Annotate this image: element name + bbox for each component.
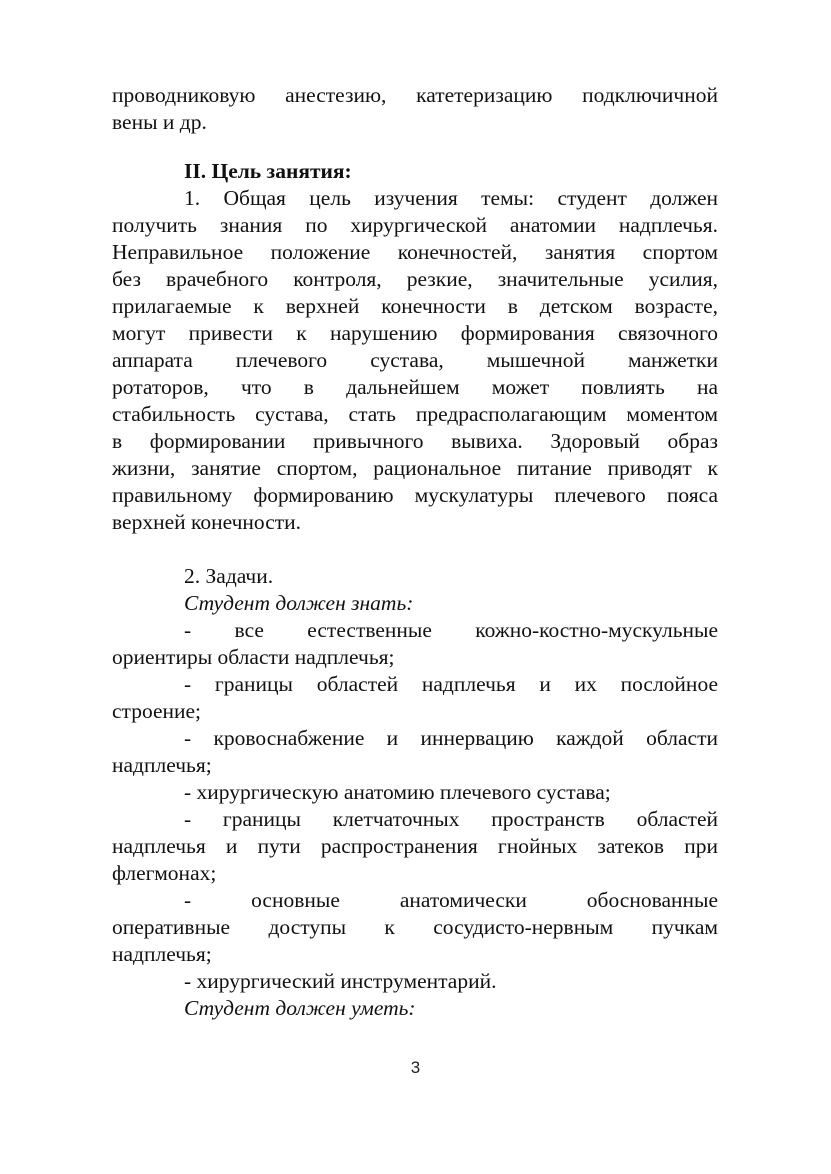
task-line: - хирургическую анатомию плечевого сустава;	[184, 780, 611, 804]
goal-line: в формировании привычного вывиха. Здоровый образ	[112, 429, 718, 453]
task-item	[112, 806, 718, 887]
goal-line: ротаторов, что в дальнейшем может повлиять на	[112, 375, 718, 399]
task-line: - основные анатомически обоснованные	[184, 888, 718, 912]
goal-line: 1. Общая цель изучения темы: студент должен	[184, 186, 718, 210]
know-label: Студент должен знать:	[184, 591, 414, 615]
task-item	[112, 779, 718, 806]
task-line: оперативные доступы к сосудисто-нервным пучкам	[112, 915, 718, 939]
goal-line: правильному формированию мускулатуры плечевого пояса	[112, 483, 718, 507]
tasks-heading: 2. Задачи.	[184, 564, 274, 588]
goal-line: стабильность сустава, стать предрасполагающим моментом	[112, 402, 718, 426]
task-item	[112, 617, 718, 671]
task-line: надплечья и пути распространения гнойных затеков при	[112, 834, 718, 858]
paragraph-gap	[112, 536, 718, 563]
page-number: 3	[410, 1058, 421, 1077]
task-line: строение;	[112, 699, 202, 723]
goal-line: прилагаемые к верхней конечности в детском возрасте,	[112, 294, 718, 318]
goal-line: без врачебного контроля, резкие, значительные усилия,	[112, 267, 718, 291]
intro-line: вены и др.	[112, 110, 207, 134]
goal-paragraph	[112, 185, 718, 536]
task-line: - кровоснабжение и иннервацию каждой области	[184, 726, 718, 750]
task-line: флегмонах;	[112, 861, 217, 885]
able-label: Студент должен уметь:	[184, 996, 416, 1020]
task-line: надплечья;	[112, 942, 212, 966]
task-item	[112, 725, 718, 779]
goal-line: аппарата плечевого сустава, мышечной манжетки	[112, 348, 718, 372]
document-page	[112, 82, 718, 1022]
goal-line: жизни, занятие спортом, рациональное питание приводят к	[112, 456, 718, 480]
task-line: - все естественные кожно-костно-мускульные	[184, 618, 718, 642]
goal-line: могут привести к нарушению формирования связочного	[112, 321, 718, 345]
task-line: ориентиры области надплечья;	[112, 645, 395, 669]
intro-line: проводниковую анестезию, катетеризацию подключичной	[112, 83, 718, 107]
section-heading: II. Цель занятия:	[184, 159, 352, 183]
task-line: - границы клетчаточных пространств областей	[184, 807, 718, 831]
goal-line: верхней конечности.	[112, 510, 302, 534]
goal-line: Неправильное положение конечностей, занятия спортом	[112, 240, 718, 264]
task-line: - границы областей надплечья и их послойное	[184, 672, 718, 696]
task-item	[112, 968, 718, 995]
task-item	[112, 671, 718, 725]
task-item	[112, 887, 718, 968]
goal-line: получить знания по хирургической анатомии надплечья.	[112, 213, 718, 237]
task-line: - хирургический инструментарий.	[184, 969, 497, 993]
task-line: надплечья;	[112, 753, 212, 777]
